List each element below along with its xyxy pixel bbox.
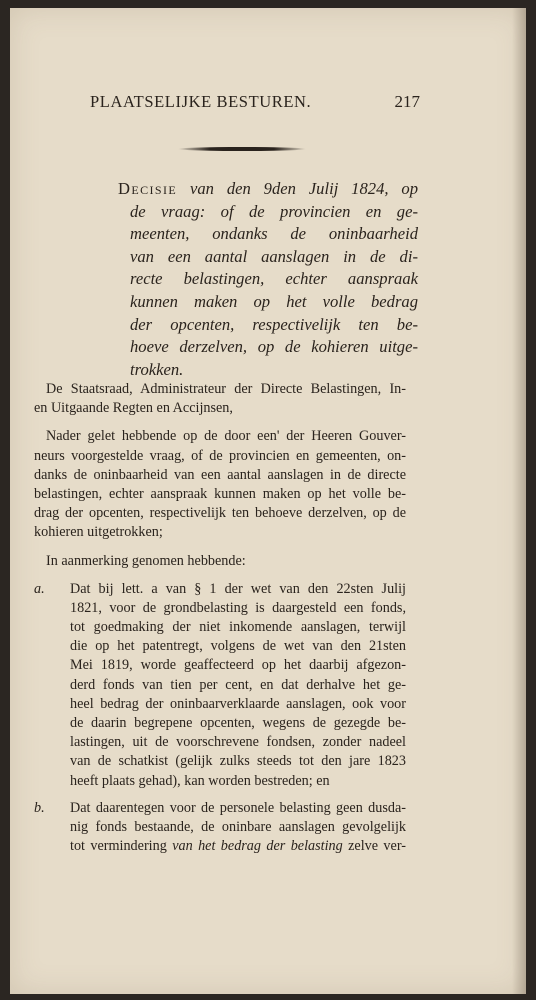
title-line: meenten, ondanks de oninbaarheid xyxy=(130,224,418,244)
item-marker: a. xyxy=(34,580,45,597)
paragraph-intro: In aanmerking genomen hebbende: xyxy=(46,552,246,569)
page-number: 217 xyxy=(394,92,420,111)
paragraph-addressee: De Staatsraad, Administrateur der Directe Belastingen, In- en Uitgaande Regten en Accijnsen, xyxy=(34,381,406,417)
list-item-a: a. Dat bij lett. a van § 1 der wet van den 22sten Julij 1821, voor de grondbelasting is daargesteld een fonds, tot goedmaking der niet inkomende aanslagen, terwijl die op het patentregt, volgens de wet van den 21sten Mei 1819, worde geaffecteerd op het daarbij afgezon- derd fonds van tien per cent, en dat derhalve het ge- heel bedrag der oninbaarverklaarde aanslagen, ook voor de daarin begrepene opcenten, wegens de gezegde be- lastingen, uit de voorschrevene fondsen, zonder nadeel van de schatkist (gelijk zulks steeds tot den jare 1823 heeft plaats gehad), kan worden bestreden; en xyxy=(34,580,406,789)
item-marker: b. xyxy=(34,799,45,816)
decisie-word: Decisie xyxy=(118,179,178,198)
title-line: trokken. xyxy=(130,359,184,379)
title-line: Decisie van den 9den Julij 1824, op xyxy=(118,179,418,198)
ornamental-rule xyxy=(178,147,306,151)
body-text xyxy=(34,380,406,864)
running-head: PLAATSELIJKE BESTUREN. xyxy=(90,92,312,111)
page-edge-shadow xyxy=(512,8,526,994)
page-header xyxy=(90,88,420,118)
title-line: van een aantal aanslagen in de di- xyxy=(130,246,418,266)
title-line: kunnen maken op het volle bedrag xyxy=(130,291,418,311)
title-line: recte belastingen, echter aanspraak xyxy=(130,269,418,289)
title-line: der opcenten, respectivelijk ten be- xyxy=(130,314,418,334)
book-page xyxy=(10,8,526,994)
catchword-line: tot vermindering van het bedrag der belasting zelve ver- xyxy=(70,838,406,855)
title-line: hoeve derzelven, op de kohieren uitge- xyxy=(130,337,418,357)
paragraph-considering: Nader gelet hebbende op de door een' der Heeren Gouver- neurs voorgestelde vraag, of de provincien en gemeenten, on- danks de oninbaarheid van een aantal aanslagen in de directe belastingen, echter aanspraak kunnen maken op het volle be- drag der opcenten, respectivelijk ten behoeve derzelven, op de kohieren uitgetrokken; xyxy=(34,428,406,541)
list-item-b: b. Dat daarentegen voor de personele belasting geen dusda- nig fonds bestaande, de oninbare aanslagen gevolgelijk tot vermindering van het bedrag der belasting zelve ver- xyxy=(34,799,406,857)
decision-title xyxy=(118,178,418,381)
title-line: de vraag: of de provincien en ge- xyxy=(130,201,418,221)
